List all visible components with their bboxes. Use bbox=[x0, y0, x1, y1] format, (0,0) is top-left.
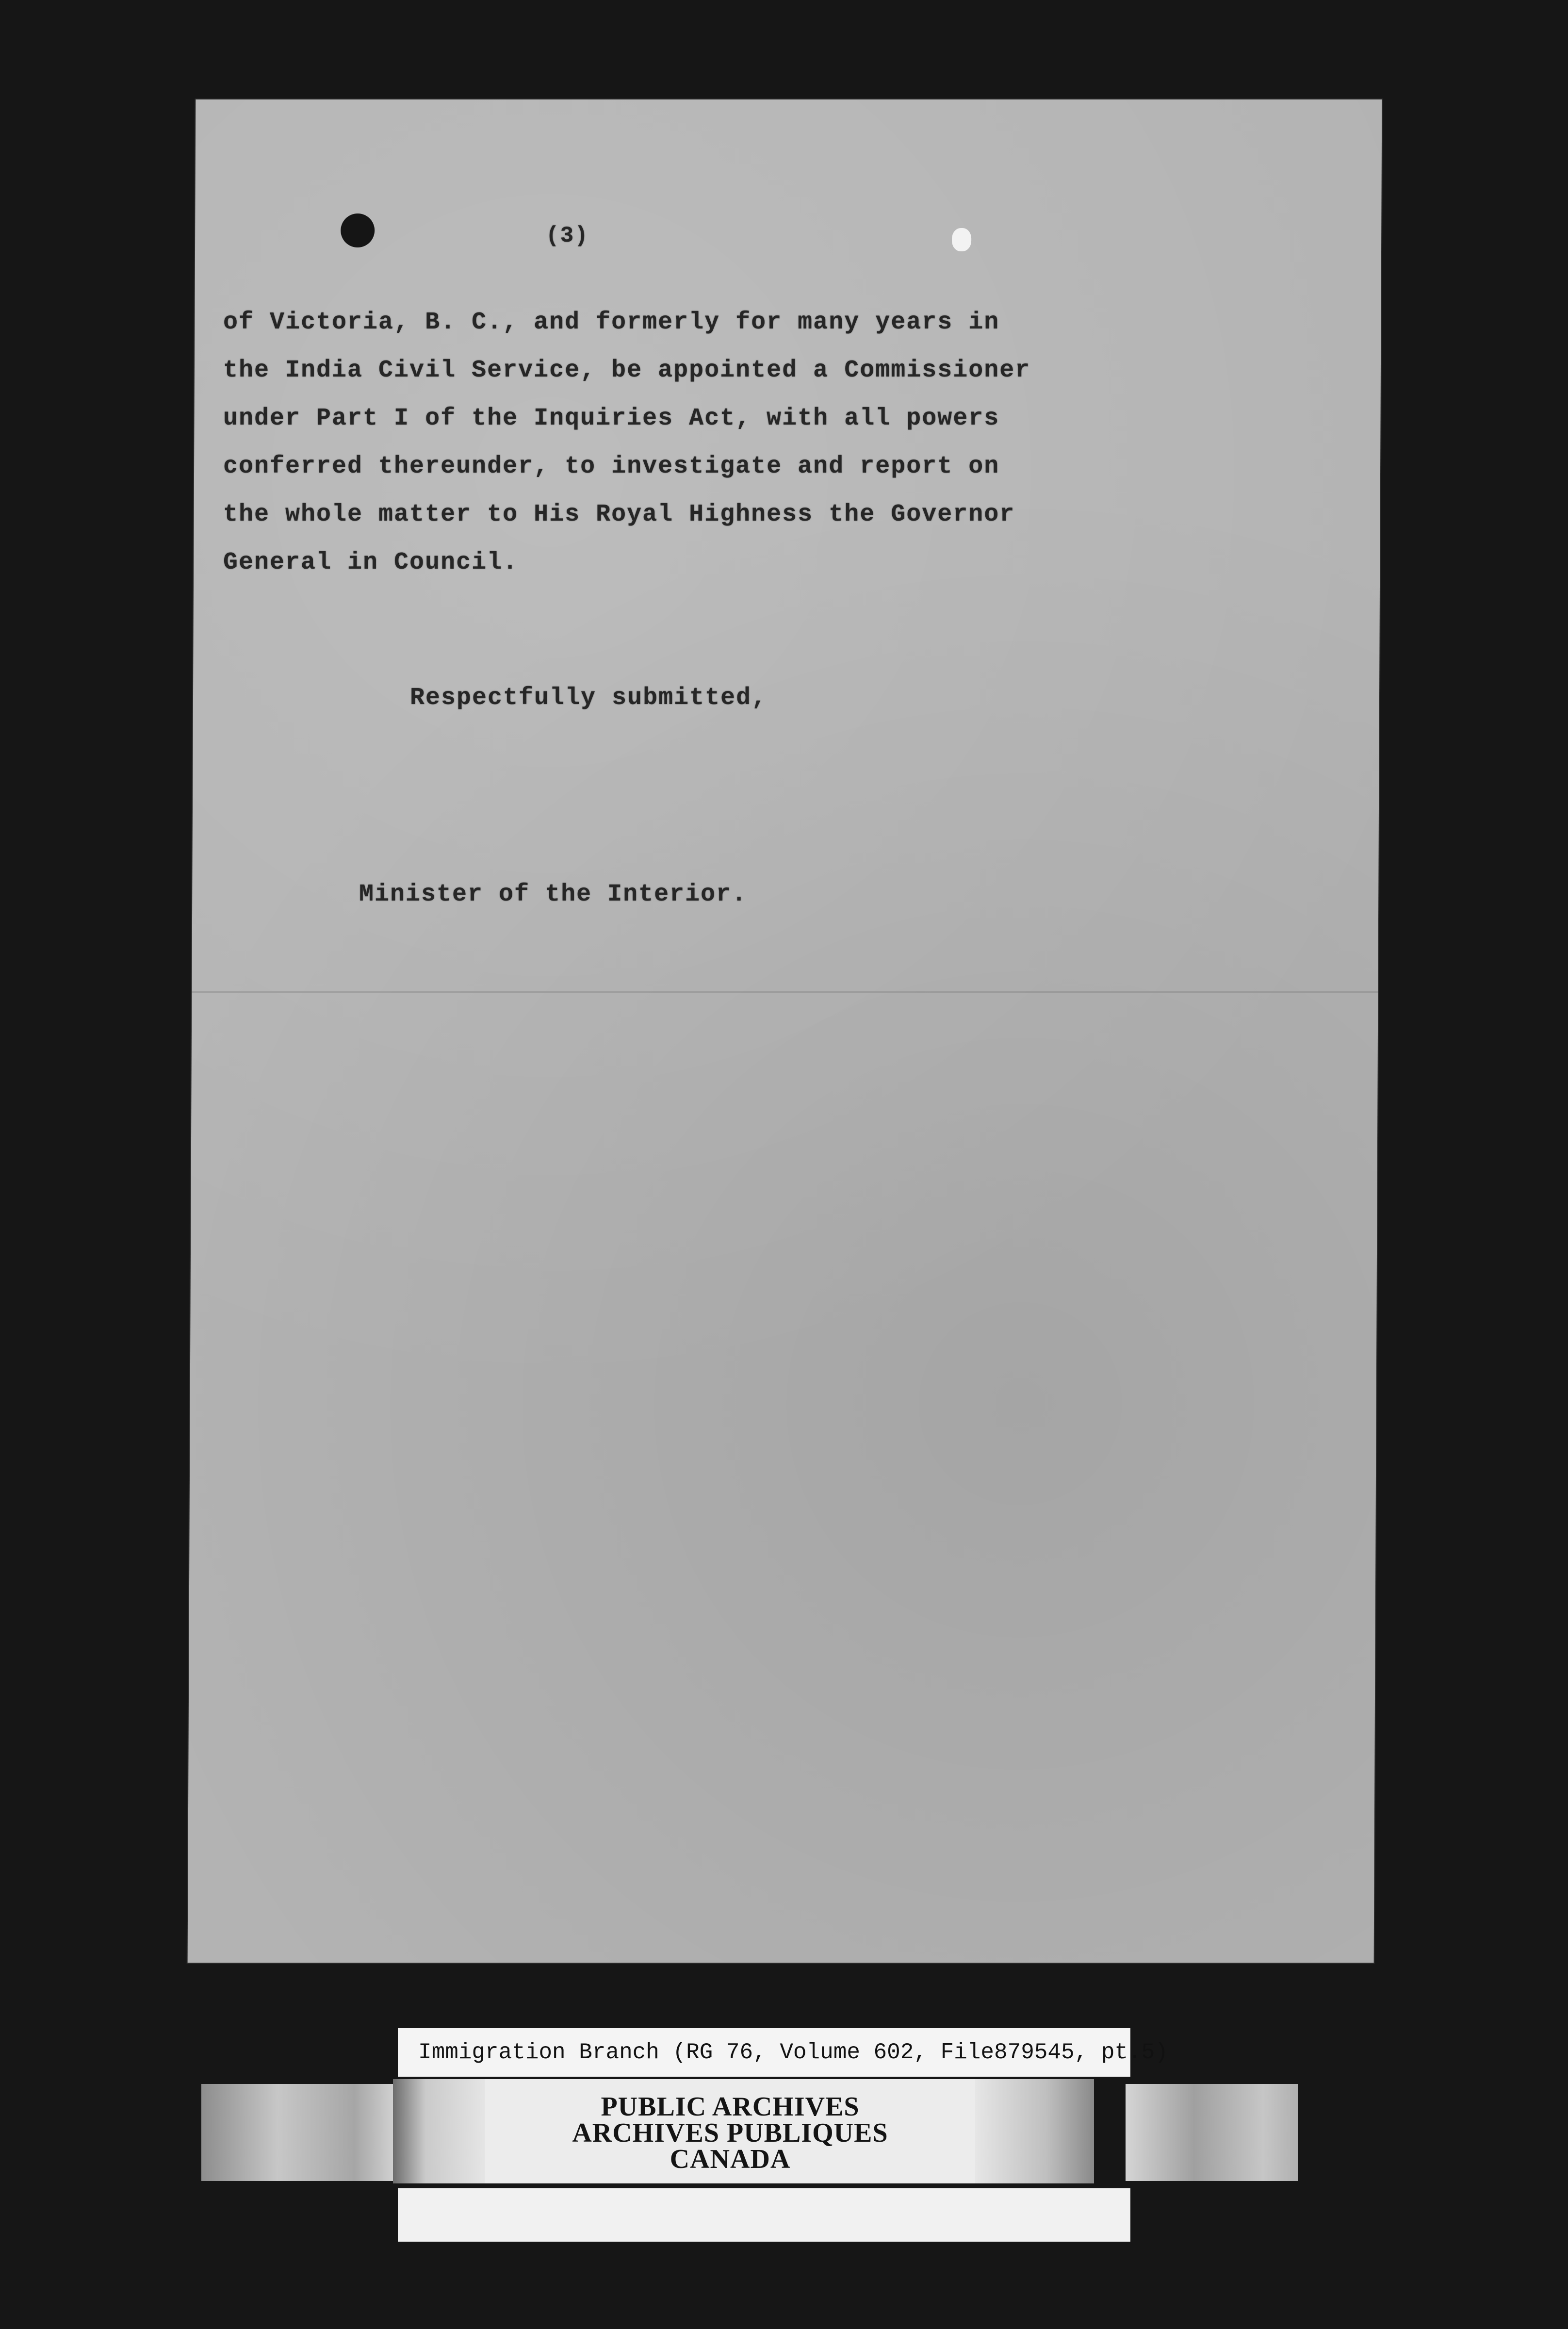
stamp-line: ARCHIVES PUBLIQUES bbox=[572, 2118, 888, 2148]
tape-mid-right bbox=[975, 2079, 1094, 2183]
tape-mid-left bbox=[393, 2079, 485, 2183]
body-line: of Victoria, B. C., and formerly for many years in bbox=[223, 309, 1000, 336]
body-line: the whole matter to His Royal Highness the Governor bbox=[223, 501, 1015, 528]
page-number: (3) bbox=[546, 223, 589, 248]
paper-speck bbox=[952, 228, 971, 251]
archive-reference-label: Immigration Branch (RG 76, Volume 602, File879545, pt.5) bbox=[398, 2028, 1130, 2077]
body-line: General in Council. bbox=[223, 549, 519, 576]
blank-label-strip bbox=[398, 2188, 1130, 2242]
signature-title: Minister of the Interior. bbox=[359, 881, 748, 908]
body-text bbox=[223, 298, 1184, 587]
stamp-line: PUBLIC ARCHIVES bbox=[601, 2092, 860, 2122]
tape-right bbox=[1126, 2084, 1298, 2181]
closing-phrase: Respectfully submitted, bbox=[410, 684, 768, 712]
tape-left bbox=[201, 2084, 393, 2181]
archives-stamp bbox=[485, 2079, 975, 2183]
body-line: the India Civil Service, be appointed a Commissioner bbox=[223, 357, 1031, 384]
stamp-line: CANADA bbox=[670, 2144, 791, 2174]
body-line: under Part I of the Inquiries Act, with all powers bbox=[223, 405, 1000, 432]
punch-hole bbox=[341, 213, 375, 247]
body-line: conferred thereunder, to investigate and report on bbox=[223, 453, 1000, 480]
paper-fold bbox=[192, 991, 1378, 993]
